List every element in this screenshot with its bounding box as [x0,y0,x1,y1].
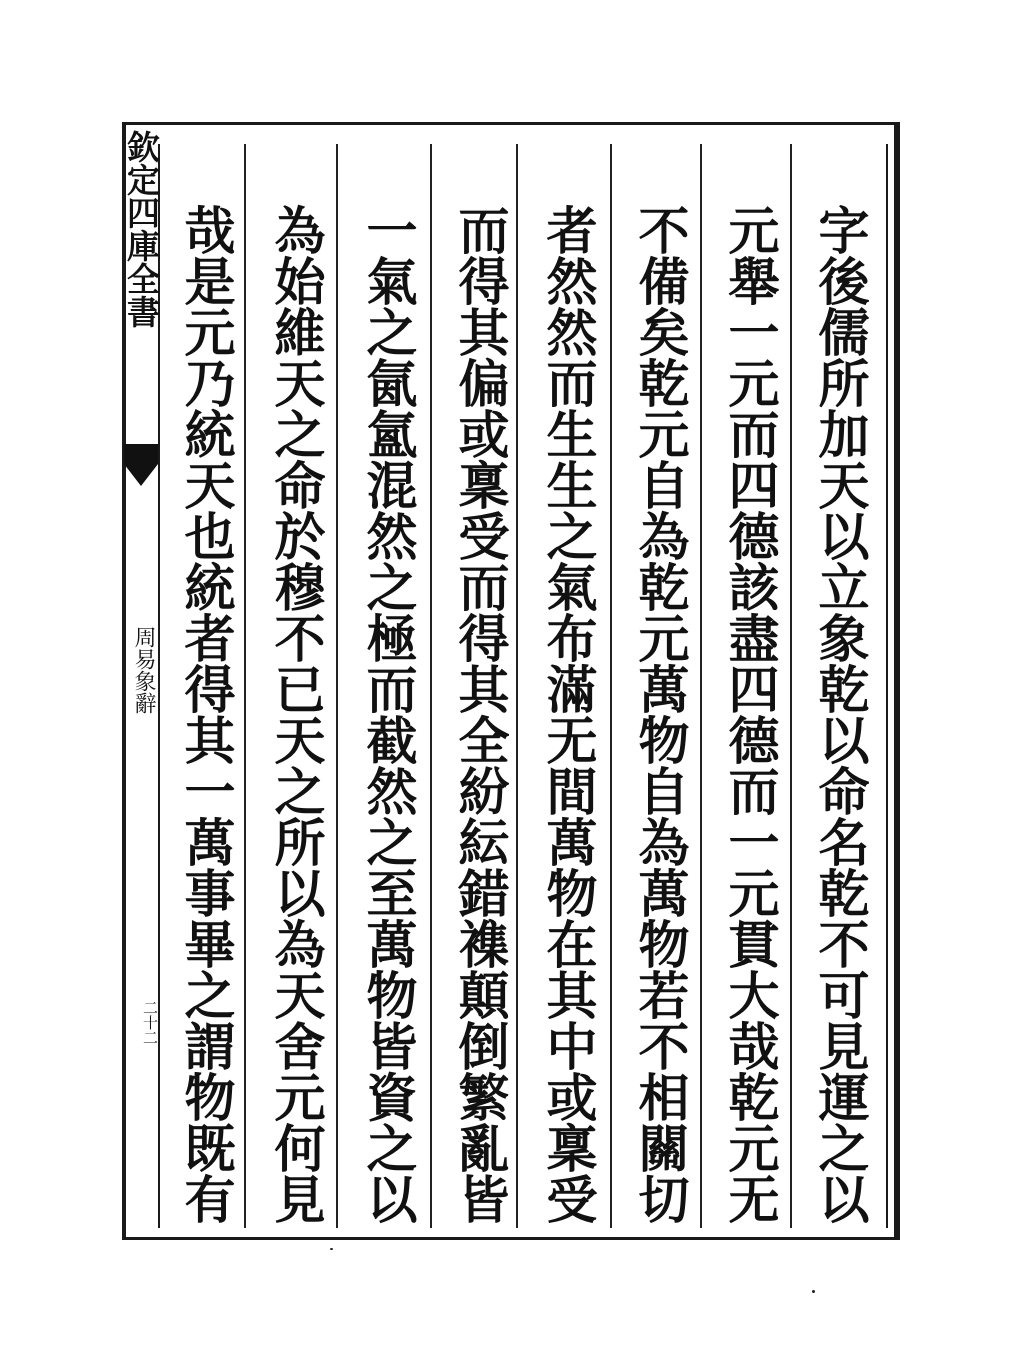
text-column-8: 哉是元乃統天也統者得其一萬事畢之謂物既有 [175,204,235,1224]
margin-book-title: 周易象辭 [131,626,156,714]
fish-tail-mark [124,444,158,488]
text-column-7: 為始維天之命於穆不已天之所以為天舍元何見 [265,204,325,1224]
margin-page-number: 二十二 [141,1000,159,1045]
scan-speck [330,1248,333,1250]
text-column-5: 而得其偏或稟受而得其全紛紜錯襍顛倒繁亂皆 [449,204,509,1224]
scan-speck [812,1290,815,1293]
text-column-2: 元舉一元而四德該盡四德而一元貫大哉乾元无 [719,204,779,1224]
column-rule [430,144,432,1228]
column-rule [610,144,612,1228]
margin-collection-title: 欽定四庫全書 [122,130,161,328]
text-column-3: 不備矣乾元自為乾元萬物自為萬物若不相關切 [629,204,689,1224]
text-column-6: 一氣之氤氳混然之極而截然之至萬物皆資之以 [357,204,417,1224]
text-column-4: 者然然而生生之氣布滿无間萬物在其中或稟受 [537,204,597,1224]
text-column-1: 字後儒所加天以立象乾以命名乾不可見運之以 [809,204,869,1224]
